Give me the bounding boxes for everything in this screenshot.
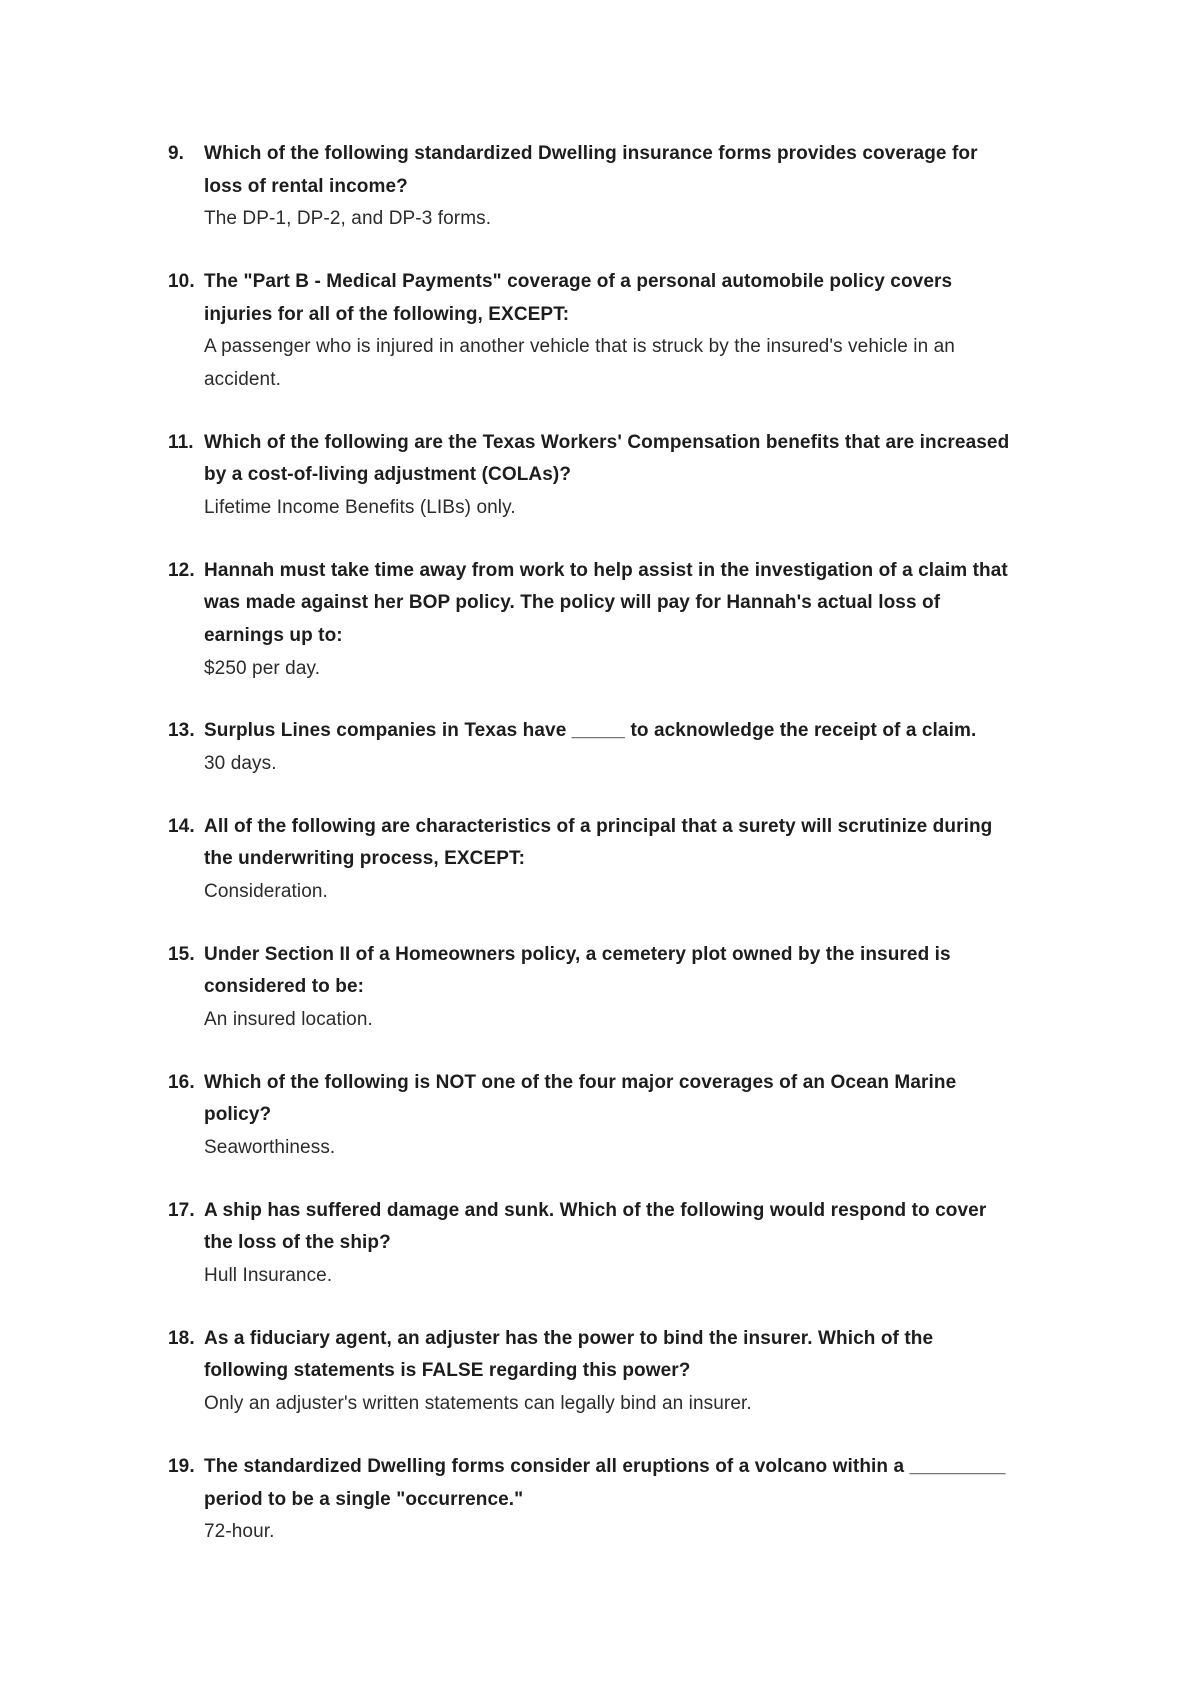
question-list	[168, 138, 1018, 1579]
question-body	[204, 138, 1018, 236]
question-text: As a fiduciary agent, an adjuster has the power to bind the insurer. Which of the following statements is FALSE regarding this power?	[204, 1327, 934, 1382]
question-item	[168, 1195, 1018, 1293]
answer-text: A passenger who is injured in another vehicle that is struck by the insured's vehicle in an accident.	[204, 336, 955, 391]
question-item	[168, 715, 1018, 780]
question-number: 11.	[168, 431, 194, 453]
question-item	[168, 138, 1018, 236]
question-number: 14.	[168, 815, 195, 837]
question-text: All of the following are characteristics of a principal that a surety will scrutinize during the underwriting process, EXCEPT:	[204, 815, 993, 870]
question-number: 17.	[168, 1199, 195, 1221]
question-item	[168, 266, 1018, 397]
question-body	[204, 1451, 1018, 1549]
answer-text: An insured location.	[204, 1009, 373, 1031]
question-item	[168, 427, 1018, 525]
question-text: The "Part B - Medical Payments" coverage of a personal automobile policy covers injuries for all of the following, EXCEPT:	[204, 271, 953, 325]
question-body	[204, 811, 1018, 909]
question-body	[204, 939, 1018, 1037]
question-text: The standardized Dwelling forms consider all eruptions of a volcano within a _________ period to be a single "occurrence."	[204, 1455, 1006, 1510]
question-item	[168, 811, 1018, 909]
answer-text: Seaworthiness.	[204, 1137, 336, 1159]
question-item	[168, 1067, 1018, 1165]
question-body	[204, 555, 1018, 686]
question-number: 9.	[168, 143, 185, 164]
answer-text: Only an adjuster's written statements can legally bind an insurer.	[204, 1393, 752, 1415]
question-body	[204, 1195, 1018, 1293]
question-item	[168, 939, 1018, 1037]
answer-text: Lifetime Income Benefits (LIBs) only.	[204, 497, 516, 519]
answer-text: Hull Insurance.	[204, 1265, 333, 1287]
question-text: Which of the following are the Texas Workers' Compensation benefits that are increased by a cost-of-living adjustment (COLAs)?	[204, 431, 1010, 486]
question-body	[204, 266, 1018, 397]
question-number: 12.	[168, 559, 195, 581]
question-text: A ship has suffered damage and sunk. Which of the following would respond to cover the loss of the ship?	[204, 1199, 987, 1254]
question-item	[168, 1451, 1018, 1549]
question-item	[168, 1323, 1018, 1421]
answer-text: $250 per day.	[204, 657, 321, 679]
answer-text: The DP-1, DP-2, and DP-3 forms.	[204, 208, 492, 230]
answer-text: 72-hour.	[204, 1521, 275, 1543]
question-number: 10.	[168, 271, 195, 293]
question-text: Hannah must take time away from work to help assist in the investigation of a claim that was made against her BOP policy. The policy will pay for Hannah's actual loss of earnings up to:	[204, 559, 1008, 647]
question-text: Surplus Lines companies in Texas have _____ to acknowledge the receipt of a claim.	[204, 720, 977, 742]
answer-text: Consideration.	[204, 881, 328, 903]
question-body	[204, 715, 1018, 780]
question-text: Which of the following standardized Dwelling insurance forms provides coverage for loss of rental income?	[204, 143, 978, 197]
question-text: Which of the following is NOT one of the four major coverages of an Ocean Marine policy?	[204, 1071, 957, 1126]
question-number: 18.	[168, 1327, 195, 1349]
question-number: 13.	[168, 720, 195, 742]
question-body	[204, 427, 1018, 525]
question-text: Under Section II of a Homeowners policy, a cemetery plot owned by the insured is considered to be:	[204, 943, 951, 998]
question-number: 19.	[168, 1455, 195, 1477]
question-item	[168, 555, 1018, 686]
question-body	[204, 1067, 1018, 1165]
question-number: 16.	[168, 1071, 195, 1093]
question-number: 15.	[168, 943, 195, 965]
answer-text: 30 days.	[204, 753, 277, 775]
question-body	[204, 1323, 1018, 1421]
